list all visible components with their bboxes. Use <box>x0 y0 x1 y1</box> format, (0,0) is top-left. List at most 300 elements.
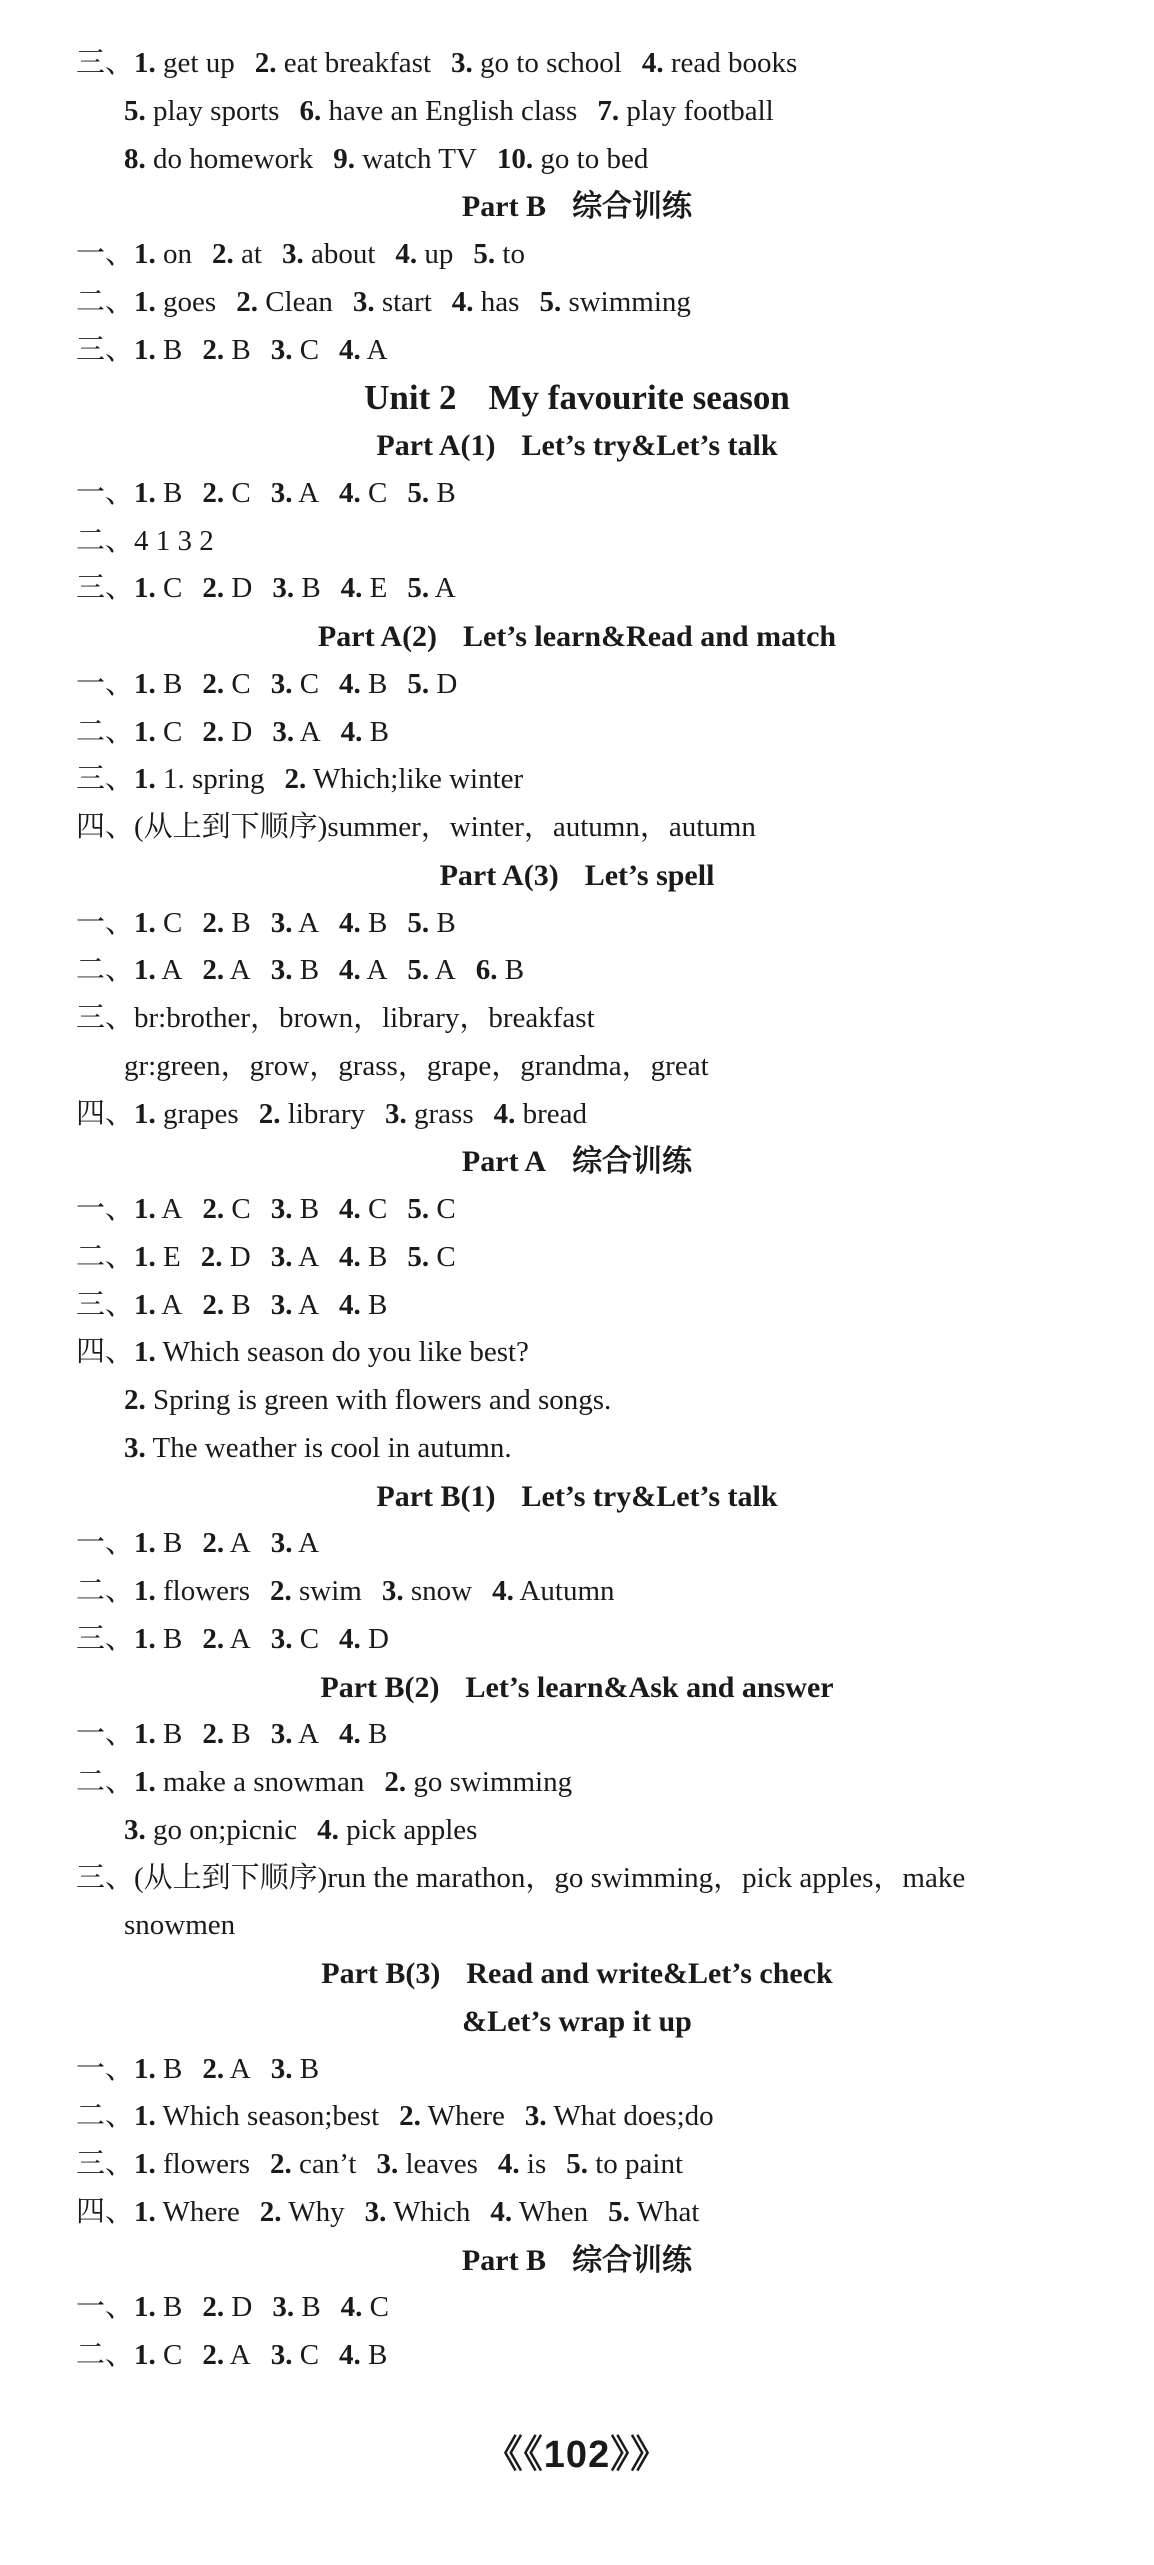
answer-item-number: 2. <box>202 2052 225 2085</box>
answer-item-number: 2. <box>202 1288 225 1321</box>
answer-line <box>0 1329 1154 1377</box>
answer-item-value: C <box>155 572 183 605</box>
answer-item-value: C <box>224 667 251 700</box>
answer-item-number: 10. <box>496 142 534 175</box>
answer-item-value: D <box>360 1622 389 1655</box>
answer-item-number: 2. <box>202 2291 225 2324</box>
answer-item-number: 2. <box>202 2339 225 2371</box>
answer-item-value: Which;like winter <box>306 763 524 796</box>
section-heading-subtitle: Let’s learn&Ask and answer <box>465 1670 834 1704</box>
answer-item-value: B <box>224 1718 251 1751</box>
exercise-number: 四、 <box>76 2195 135 2228</box>
answer-item-value: about <box>303 238 376 270</box>
answer-line <box>0 661 1154 709</box>
answer-item-value: to paint <box>588 2148 684 2180</box>
answer-item-value: B <box>362 715 389 748</box>
answer-item-number: 1. <box>134 2339 156 2371</box>
answer-item-number: 3. <box>272 572 295 605</box>
answer-item-value: A <box>292 1240 320 1273</box>
answer-text: 4 1 3 2 <box>134 524 214 557</box>
answer-item <box>339 1186 387 1234</box>
answer-item <box>134 1520 182 1568</box>
answer-item <box>341 2284 389 2332</box>
answer-item-value: bread <box>515 1097 588 1130</box>
exercise-number: 四、 <box>76 811 135 843</box>
answer-item <box>339 947 387 995</box>
answer-item-number: 3. <box>272 2291 295 2324</box>
answer-item <box>124 1377 611 1425</box>
answer-item-number: 1. <box>134 715 156 748</box>
answer-line <box>0 2189 1154 2237</box>
answer-item-value: Where <box>420 2100 505 2133</box>
answer-line <box>0 1186 1154 1234</box>
answer-item-number: 3. <box>270 2052 293 2085</box>
answer-item-number: 3. <box>524 2100 547 2133</box>
answer-item <box>202 470 250 518</box>
answer-item-number: 1. <box>134 2100 156 2133</box>
answer-item-value: snow <box>403 1575 473 1607</box>
answer-item-number: 5. <box>566 2148 588 2180</box>
answer-item-number: 4. <box>339 476 361 509</box>
answer-item-value: A <box>360 954 388 987</box>
answer-item-value: D <box>224 572 253 605</box>
answer-item-value: B <box>155 1622 183 1655</box>
answer-item <box>134 947 182 995</box>
answer-item-value: is <box>519 2148 547 2180</box>
answer-item-value: A <box>224 1527 251 1560</box>
answer-item-number: 3. <box>270 2339 293 2371</box>
exercise-number: 三、 <box>76 333 135 366</box>
answer-item <box>282 231 375 279</box>
section-heading <box>0 1473 1154 1521</box>
answer-line <box>0 1711 1154 1759</box>
answer-item <box>492 1568 614 1616</box>
answer-item <box>202 327 250 375</box>
exercise-number: 二、 <box>76 2339 135 2371</box>
exercise-number: 二、 <box>76 2100 135 2133</box>
answer-item-number: 5. <box>407 1193 430 1225</box>
answer-item-number: 2. <box>384 1766 407 1798</box>
answer-item <box>271 947 319 995</box>
section-heading-subtitle: Let’s try&Let’s talk <box>521 1479 778 1513</box>
exercise-number: 二、 <box>76 524 135 557</box>
answer-item <box>407 1234 455 1282</box>
answer-item-number: 1. <box>134 2148 156 2180</box>
answer-item-value: A <box>155 954 183 987</box>
answer-item <box>134 1616 182 1664</box>
answer-item <box>202 2284 252 2332</box>
answer-item <box>271 2332 319 2380</box>
answer-item <box>134 2093 379 2141</box>
answer-item-number: 4. <box>339 2339 361 2371</box>
answer-item-value: watch TV <box>355 142 477 175</box>
answer-item-value: grapes <box>155 1097 239 1130</box>
answer-line <box>0 1807 1154 1855</box>
answer-item <box>597 88 773 136</box>
answer-item <box>271 1186 319 1234</box>
answer-item-number: 2. <box>202 1527 225 1560</box>
section-heading <box>0 374 1154 422</box>
answer-item-value: Which season;best <box>155 2100 380 2133</box>
answer-line <box>0 2046 1154 2094</box>
answer-item-value: B <box>155 333 183 366</box>
answer-item-value: E <box>362 572 388 605</box>
answer-item <box>134 1234 181 1282</box>
answer-item-value: D <box>224 715 253 748</box>
answer-item-value: swimming <box>561 285 691 318</box>
answer-item <box>385 1091 474 1139</box>
answer-item <box>134 40 235 88</box>
answer-item-value: A <box>155 1193 183 1225</box>
answer-item-number: 1. <box>134 1718 156 1751</box>
answer-item-value: B <box>497 954 525 987</box>
answer-item <box>134 900 182 948</box>
answer-item-number: 3. <box>270 1288 293 1321</box>
answer-item-number: 4. <box>395 238 418 270</box>
answer-line <box>0 1855 1154 1903</box>
answer-item-number: 4. <box>340 2291 363 2324</box>
answer-item-number: 6. <box>475 954 498 987</box>
answer-item-value: B <box>155 2052 183 2085</box>
answer-item-value: do homework <box>145 142 314 175</box>
answer-item-number: 9. <box>333 142 356 175</box>
exercise-number: 三、 <box>76 2148 135 2180</box>
answer-item-value: pick apples <box>338 1813 478 1846</box>
answer-item-number: 1. <box>134 238 156 270</box>
answer-item <box>525 2093 714 2141</box>
answer-item-value: C <box>292 2339 320 2371</box>
answer-item-value: swim <box>291 1575 362 1607</box>
answer-item-number: 7. <box>597 94 620 127</box>
answer-item-value: B <box>294 2291 321 2324</box>
answer-item <box>134 279 216 327</box>
answer-item-value: C <box>360 1193 388 1225</box>
section-heading-title: Part A(2) <box>317 620 438 653</box>
answer-line <box>0 1616 1154 1664</box>
answer-item-value: read books <box>663 47 798 79</box>
answer-item <box>395 231 453 279</box>
answer-line <box>0 995 1154 1043</box>
exercise-number: 四、 <box>76 1097 135 1130</box>
section-heading-title: Part B <box>461 2243 547 2277</box>
answer-item-value: B <box>224 906 251 939</box>
answer-item-number: 3. <box>364 2195 387 2228</box>
answer-item-value: can’t <box>291 2148 357 2180</box>
section-heading <box>0 1664 1154 1712</box>
answer-item-value: goes <box>155 285 217 318</box>
section-heading-title: &Let’s wrap it up <box>462 2004 692 2038</box>
answer-item-number: 2. <box>202 476 225 509</box>
section-heading-title: Part A(1) <box>376 429 496 462</box>
answer-item-value: Why <box>281 2195 345 2228</box>
answer-item-number: 3. <box>451 47 473 79</box>
answer-line <box>0 1902 1154 1950</box>
answer-item <box>134 2189 240 2237</box>
exercise-number: 三、 <box>76 1288 135 1321</box>
answer-item <box>384 1759 572 1807</box>
answer-item-number: 1. <box>134 1336 156 1369</box>
answer-item <box>270 1568 362 1616</box>
answer-item <box>134 1186 182 1234</box>
answer-item-number: 4. <box>339 954 361 987</box>
answer-item-value: C <box>292 667 320 700</box>
answer-item-number: 4. <box>340 572 363 605</box>
exercise-number: 一、 <box>76 667 135 700</box>
answer-item <box>271 1616 319 1664</box>
section-heading-subtitle: 综合训练 <box>572 190 693 224</box>
answer-item <box>497 136 648 184</box>
answer-item-value: C <box>362 2291 389 2324</box>
answer-line <box>0 1425 1154 1473</box>
answer-item-number: 1. <box>134 572 156 605</box>
answer-item-number: 4. <box>339 1193 361 1225</box>
answer-item-number: 4. <box>641 47 664 79</box>
answer-item-number: 5. <box>407 1240 430 1273</box>
answer-line <box>0 327 1154 375</box>
answer-item-number: 2. <box>202 954 225 987</box>
exercise-number: 一、 <box>76 476 135 509</box>
answer-item-value: Which season do you like best? <box>155 1336 529 1369</box>
answer-item <box>339 2332 387 2380</box>
answer-item <box>285 756 524 804</box>
answer-item-value: go on;picnic <box>145 1813 298 1846</box>
answer-item-number: 2. <box>202 715 225 748</box>
answer-text: br:brother，brown，library，breakfast <box>134 1002 595 1034</box>
answer-line <box>0 947 1154 995</box>
answer-item <box>202 1616 250 1664</box>
answer-item <box>339 661 387 709</box>
answer-item <box>317 1807 477 1855</box>
answer-line <box>0 1091 1154 1139</box>
answer-item-value: B <box>224 333 251 366</box>
answer-item-number: 2. <box>270 2148 292 2180</box>
section-heading-title: Unit 2 <box>364 378 457 418</box>
answer-item-number: 3. <box>270 667 293 700</box>
section-heading-subtitle: Read and write&Let’s check <box>466 1957 833 1990</box>
answer-item <box>407 470 455 518</box>
answer-item-value: A <box>429 954 456 987</box>
section-heading-subtitle: 综合训练 <box>572 1145 693 1179</box>
answer-item-value: at <box>233 238 262 270</box>
exercise-number: 三、 <box>76 763 135 796</box>
answer-item-value: B <box>155 1718 183 1751</box>
answer-item <box>202 565 252 613</box>
answer-item-number: 2. <box>202 1718 225 1751</box>
answer-item <box>271 1520 319 1568</box>
answer-item-number: 1. <box>134 1527 156 1560</box>
answer-line <box>0 756 1154 804</box>
answer-line <box>0 900 1154 948</box>
answer-item <box>376 2141 477 2189</box>
section-heading-subtitle: Let’s spell <box>584 858 715 892</box>
answer-line <box>0 2332 1154 2380</box>
answer-item <box>202 709 252 757</box>
answer-item-number: 3. <box>352 285 375 318</box>
section-heading-title: Part A(3) <box>439 858 559 892</box>
exercise-number: 二、 <box>76 285 135 318</box>
answer-item <box>202 661 250 709</box>
exercise-number: 三、 <box>76 47 135 79</box>
answer-item <box>134 1329 529 1377</box>
section-heading-title: Part A <box>461 1145 547 1179</box>
answer-item-number: 1. <box>134 1193 156 1225</box>
answer-item <box>399 2093 505 2141</box>
answer-item-value: C <box>360 476 388 509</box>
answer-item-value: A <box>429 572 456 605</box>
answer-item <box>134 231 192 279</box>
answer-item-value: has <box>473 285 520 318</box>
answer-item <box>236 279 333 327</box>
answer-item-value: library <box>280 1097 366 1130</box>
answer-item-value: Which <box>386 2195 471 2228</box>
answer-item-number: 1. <box>134 763 156 796</box>
answer-item-number: 6. <box>299 94 322 127</box>
answer-item-value: B <box>360 1288 388 1321</box>
answer-item-value: A <box>224 2052 251 2085</box>
answer-item-number: 5. <box>608 2195 630 2228</box>
answer-item-value: E <box>155 1240 181 1273</box>
answer-item-value: A <box>224 2339 251 2371</box>
section-heading-title: Part B(3) <box>321 1957 441 1990</box>
answer-text: snowmen <box>124 1909 236 1942</box>
exercise-number: 二、 <box>76 1766 135 1798</box>
answer-item-number: 2. <box>124 1384 146 1416</box>
answer-item-value: C <box>429 1193 456 1225</box>
answer-item-number: 4. <box>339 1718 361 1751</box>
section-heading-subtitle: 综合训练 <box>572 2243 693 2277</box>
answer-item <box>339 470 387 518</box>
answer-item-value: A <box>294 715 321 748</box>
section-heading-subtitle: Let’s try&Let’s talk <box>521 429 778 462</box>
answer-item <box>270 2141 356 2189</box>
answer-item-value: B <box>429 476 456 509</box>
answer-item-number: 2. <box>202 333 225 366</box>
answer-item-value: A <box>292 1288 320 1321</box>
answer-item-value: B <box>292 954 320 987</box>
answer-item-number: 8. <box>124 142 146 175</box>
answer-item-value: A <box>360 333 388 366</box>
answer-item <box>271 327 319 375</box>
answer-item-number: 3. <box>376 2148 399 2180</box>
answer-item-number: 3. <box>270 476 293 509</box>
answer-item <box>255 40 431 88</box>
answer-item-number: 3. <box>270 1193 293 1225</box>
answer-item-number: 1. <box>134 1288 156 1321</box>
answer-item-value: Autumn <box>513 1575 615 1607</box>
exercise-number: 二、 <box>76 715 135 748</box>
answer-item-number: 3. <box>270 1527 293 1560</box>
exercise-number: 二、 <box>76 954 135 987</box>
answer-item-value: eat breakfast <box>276 47 432 79</box>
section-heading-title: Part B(1) <box>376 1479 496 1513</box>
exercise-number: 一、 <box>76 1527 135 1560</box>
answer-item <box>353 279 432 327</box>
answer-text: gr:green，grow，grass，grape，grandma，great <box>124 1049 709 1082</box>
answer-item <box>134 327 182 375</box>
answer-item-number: 5. <box>407 476 430 509</box>
section-heading <box>0 2237 1154 2285</box>
answer-item-number: 3. <box>124 1431 146 1464</box>
answer-item-number: 1. <box>134 1097 156 1130</box>
answer-item-value: What does;do <box>546 2100 714 2133</box>
answer-item-number: 5. <box>539 285 562 318</box>
answer-item-number: 2. <box>236 285 258 318</box>
answer-item <box>134 2284 182 2332</box>
exercise-number: 一、 <box>76 1718 135 1751</box>
answer-item-value: flowers <box>155 2148 250 2180</box>
answer-line <box>0 1234 1154 1282</box>
answer-item-value: have an English class <box>321 94 578 127</box>
answer-line <box>0 136 1154 184</box>
answer-item-number: 1. <box>134 1575 156 1607</box>
page-number: 《《102》》 <box>484 2434 670 2476</box>
answer-item-number: 2. <box>212 238 234 270</box>
answer-item <box>271 1711 319 1759</box>
answer-item-value: A <box>292 906 320 939</box>
answer-item-number: 4. <box>339 1622 361 1655</box>
answer-item-value: A <box>292 1718 320 1751</box>
section-heading-title: Part B(2) <box>320 1670 440 1704</box>
answer-item-value: B <box>360 2339 388 2371</box>
answer-item-number: 1. <box>134 667 156 700</box>
answer-item-value: C <box>429 1240 456 1273</box>
answer-item <box>539 279 690 327</box>
answer-item-number: 4. <box>492 1575 514 1607</box>
answer-item-number: 3. <box>270 1718 293 1751</box>
answer-item-value: Where <box>155 2195 240 2228</box>
section-heading <box>0 1998 1154 2046</box>
answer-item <box>339 1616 389 1664</box>
answer-item <box>124 1425 512 1473</box>
answer-item <box>271 1234 319 1282</box>
answer-item-number: 5. <box>407 572 430 605</box>
answer-line <box>0 2141 1154 2189</box>
answer-item-value: B <box>360 906 388 939</box>
answer-item-number: 2. <box>258 1097 281 1130</box>
answer-item-value: The weather is cool in autumn. <box>145 1431 512 1464</box>
answer-item-value: B <box>429 906 456 939</box>
answer-item-number: 4. <box>339 906 361 939</box>
answer-item-value: D <box>224 2291 253 2324</box>
section-heading <box>0 1950 1154 1998</box>
answer-item <box>202 2332 250 2380</box>
answer-item-value: leaves <box>398 2148 478 2180</box>
answer-item <box>299 88 577 136</box>
answer-item-value: get up <box>155 47 235 79</box>
answer-item <box>407 661 457 709</box>
answer-line <box>0 518 1154 566</box>
exercise-number: 一、 <box>76 2291 135 2324</box>
answer-line <box>0 88 1154 136</box>
answer-item-value: Spring is green with flowers and songs. <box>145 1384 612 1416</box>
answer-item <box>476 947 524 995</box>
answer-item-number: 1. <box>134 476 156 509</box>
answer-item-value: up <box>417 238 454 270</box>
answer-item-number: 4. <box>451 285 474 318</box>
answer-item-number: 3. <box>270 1622 293 1655</box>
answer-item <box>339 327 387 375</box>
section-heading <box>0 613 1154 661</box>
answer-item-number: 1. <box>134 2052 156 2085</box>
answer-item <box>566 2141 683 2189</box>
answer-item <box>272 2284 320 2332</box>
answer-item <box>452 279 520 327</box>
exercise-number: 四、 <box>76 1336 135 1369</box>
answer-item <box>202 1282 250 1330</box>
answer-item <box>271 1282 319 1330</box>
answer-item-value: B <box>224 1288 251 1321</box>
answer-item-value: to <box>495 238 525 270</box>
